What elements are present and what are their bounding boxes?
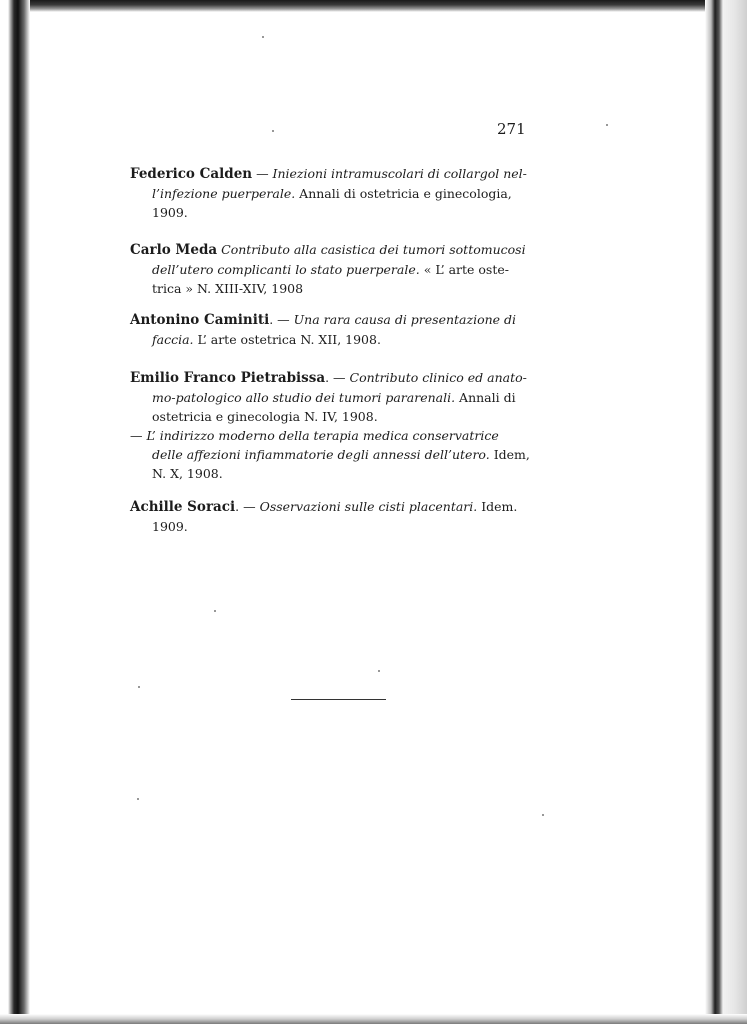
entry-title: delle affezioni infiammatorie degli annessi dell’utero. — [152, 447, 490, 462]
entry-line — [130, 445, 540, 464]
entry-author: Federico Calden — [130, 166, 253, 182]
scan-speck — [138, 686, 140, 688]
bibliography-entry — [130, 497, 540, 536]
entry-source: Idem, — [489, 447, 530, 462]
entry-title: Una rara causa di presentazione di — [293, 312, 517, 327]
entry-line — [130, 184, 540, 203]
scan-speck — [606, 124, 608, 126]
scan-speck — [137, 798, 139, 800]
bibliography-entry — [130, 368, 540, 483]
entry-line — [130, 240, 540, 260]
entry-source: « L’ arte oste- — [419, 262, 509, 277]
entry-source: ostetricia e ginecologia N. IV, 1908. — [152, 409, 378, 424]
entry-line — [130, 368, 540, 388]
entry-title: l’infezione puerperale. — [152, 186, 296, 201]
entry-separator: . — — [235, 499, 260, 514]
scan-border-left — [0, 0, 30, 1024]
bibliography-entry — [130, 164, 540, 222]
entry-line — [130, 330, 540, 349]
entry-year: 1909. — [152, 519, 188, 534]
entry-separator: — — [252, 166, 273, 181]
scan-speck — [542, 814, 544, 816]
entry-title: Contributo clinico ed anato- — [349, 370, 527, 385]
scan-speck — [378, 670, 380, 672]
entry-title: mo-patologico allo studio dei tumori pararenali. — [152, 390, 456, 405]
scan-speck — [214, 610, 216, 612]
scan-border-right — [705, 0, 747, 1024]
bibliography-entry — [130, 240, 540, 298]
entry-line — [130, 497, 540, 517]
entry-title: Iniezioni intramuscolari di collargol nel- — [272, 166, 527, 181]
entry-source: L’ arte ostetrica N. XII, 1908. — [193, 332, 381, 347]
entry-source: Annali di ostetricia e ginecologia, — [295, 186, 512, 201]
entry-author: Achille Soraci — [130, 499, 236, 515]
entry-line — [130, 164, 540, 184]
end-rule — [291, 699, 386, 700]
entry-source: N. X, 1908. — [152, 466, 223, 481]
scan-speck — [272, 130, 274, 132]
entry-line — [130, 260, 540, 279]
scan-border-bottom — [0, 1014, 747, 1024]
entry-source: Idem. — [477, 499, 518, 514]
entry-title: faccia. — [152, 332, 194, 347]
entry-separator: . — — [269, 312, 294, 327]
entry-line — [130, 310, 540, 330]
entry-line — [130, 426, 540, 445]
page-number: 271 — [497, 120, 526, 138]
entry-author: Carlo Meda — [130, 242, 218, 258]
entry-title: L’ indirizzo moderno della terapia medica conservatrice — [146, 428, 499, 443]
entry-title: dell’utero complicanti lo stato puerperale. — [152, 262, 420, 277]
entry-source: trica » N. XIII-XIV, 1908 — [152, 281, 304, 296]
scan-speck — [262, 36, 264, 38]
entry-source: Annali di — [455, 390, 516, 405]
entry-year: 1909. — [152, 205, 188, 220]
bibliography-entry — [130, 310, 540, 349]
entry-author: Antonino Caminiti — [130, 312, 270, 328]
entry-title: Contributo alla casistica dei tumori sottomucosi — [217, 242, 526, 257]
entry-line — [130, 388, 540, 407]
entry-author: Emilio Franco Pietrabissa — [130, 370, 326, 386]
entry-title: Osservazioni sulle cisti placentari. — [259, 499, 478, 514]
entry-dash: — — [130, 428, 147, 443]
entry-separator: . — — [325, 370, 350, 385]
scan-border-top — [0, 0, 747, 12]
